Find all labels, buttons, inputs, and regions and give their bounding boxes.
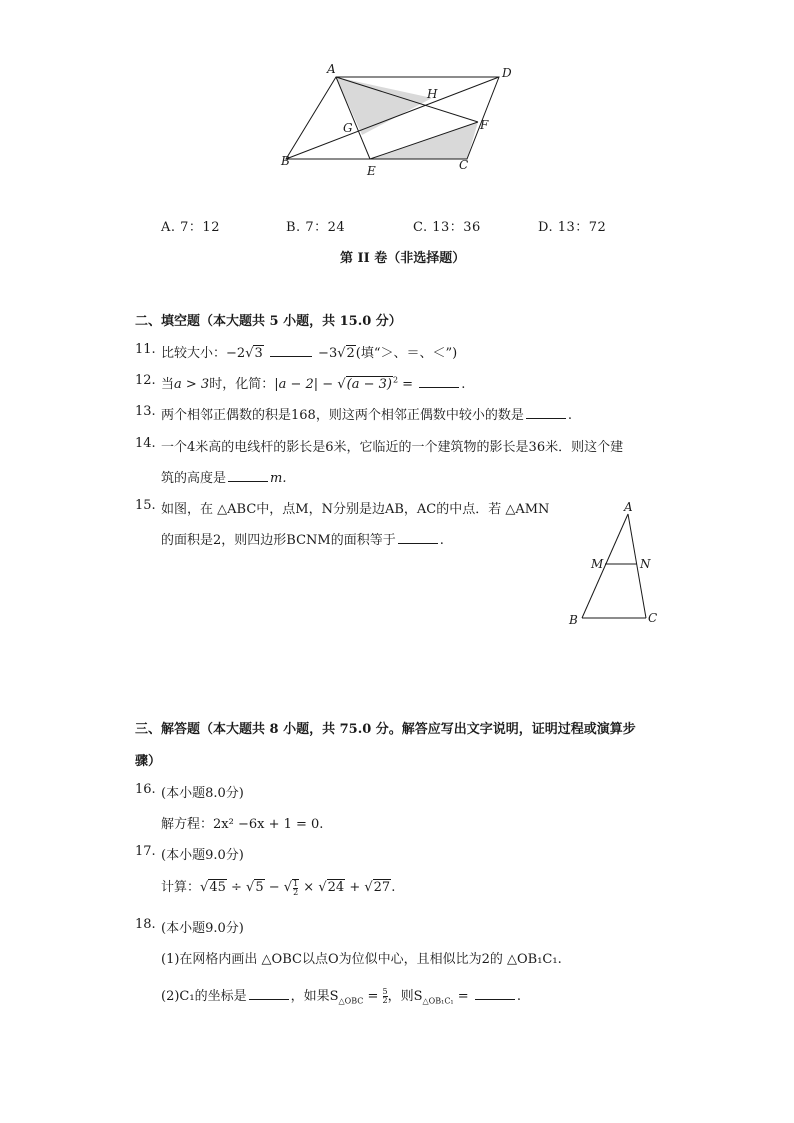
q15-blank[interactable] bbox=[398, 532, 438, 544]
label-c2: C bbox=[648, 611, 658, 625]
side-ab bbox=[582, 514, 628, 618]
q13-number: 13. bbox=[135, 404, 156, 419]
q17-score: (本小题9.0分) bbox=[161, 848, 244, 863]
label-b2: B bbox=[569, 613, 578, 627]
q18-blank-2[interactable] bbox=[475, 988, 515, 1000]
label-m: M bbox=[591, 557, 604, 571]
section2-heading: 二、填空题（本大题共 5 小题，共 15.0 分） bbox=[135, 314, 402, 329]
label-f: F bbox=[480, 118, 489, 132]
q15-number: 15. bbox=[135, 498, 156, 513]
option-a[interactable]: A. 7：12 bbox=[161, 220, 220, 235]
q17-text: 计算：√45 ÷ √5 − √ $\frac{1}{2}$ × √24 + √27. bbox=[161, 878, 396, 897]
label-a2: A bbox=[624, 500, 633, 514]
q16-score: (本小题8.0分) bbox=[161, 786, 244, 801]
option-c[interactable]: C. 13：36 bbox=[413, 220, 481, 235]
q11-text: 比较大小：−2√3 −3√2(填“＞、＝、＜”) bbox=[161, 346, 458, 361]
triangle-figure bbox=[560, 498, 670, 630]
q16-number: 16. bbox=[135, 782, 156, 797]
q14-line2: 筑的高度是 m. bbox=[161, 471, 287, 486]
q17-number: 17. bbox=[135, 844, 156, 859]
option-d[interactable]: D. 13：72 bbox=[538, 220, 607, 235]
q13-text: 两个相邻正偶数的积是168，则这两个相邻正偶数中较小的数是 . bbox=[161, 408, 572, 423]
q14-blank[interactable] bbox=[228, 470, 268, 482]
q15-line2: 的面积是2，则四边形BCNM的面积等于 . bbox=[161, 533, 444, 548]
q13-blank[interactable] bbox=[526, 407, 566, 419]
parallelogram-figure bbox=[270, 55, 530, 185]
q12-number: 12. bbox=[135, 373, 156, 388]
q14-number: 14. bbox=[135, 436, 156, 451]
label-c: C bbox=[459, 158, 469, 172]
q18-blank-1[interactable] bbox=[249, 988, 289, 1000]
q15-line1: 如图，在 △ABC中，点M，N分别是边AB，AC的中点．若 △AMN bbox=[161, 502, 550, 517]
q12-blank[interactable] bbox=[419, 376, 459, 388]
q18-number: 18. bbox=[135, 917, 156, 932]
q16-text: 解方程：2x² −6x + 1 = 0. bbox=[161, 817, 324, 832]
label-e: E bbox=[367, 164, 376, 178]
label-d: D bbox=[502, 66, 512, 80]
option-b[interactable]: B. 7：24 bbox=[286, 220, 346, 235]
label-g: G bbox=[343, 121, 353, 135]
part2-title: 第 II 卷（非选择题） bbox=[340, 251, 466, 266]
section3-heading-line1: 三、解答题（本大题共 8 小题，共 75.0 分。解答应写出文字说明，证明过程或演算步 bbox=[135, 722, 636, 737]
q12-text: 当a > 3时，化简：$|a - 2| - √(a - 3)^2$ = . bbox=[161, 375, 466, 392]
label-b: B bbox=[281, 154, 290, 168]
section3-heading-line2: 骤） bbox=[135, 754, 162, 769]
q18-part2: (2)C₁的坐标是 ，如果$S_{\triangle OBC}$ = $\frac{5}{2}$ ，则$S_{\triangle OB_1C_1}$ = . bbox=[161, 987, 521, 1006]
q11-number: 11. bbox=[135, 342, 156, 357]
q18-score: (本小题9.0分) bbox=[161, 921, 244, 936]
q11-blank[interactable] bbox=[270, 345, 312, 357]
label-a: A bbox=[327, 62, 336, 76]
label-h: H bbox=[427, 87, 438, 101]
label-n: N bbox=[640, 557, 651, 571]
q14-line1: 一个4米高的电线杆的影长是6米，它临近的一个建筑物的影长是36米．则这个建 bbox=[161, 440, 624, 455]
q18-part1: (1)在网格内画出 △OBC以点O为位似中心，且相似比为2的 △OB₁C₁. bbox=[161, 952, 562, 967]
